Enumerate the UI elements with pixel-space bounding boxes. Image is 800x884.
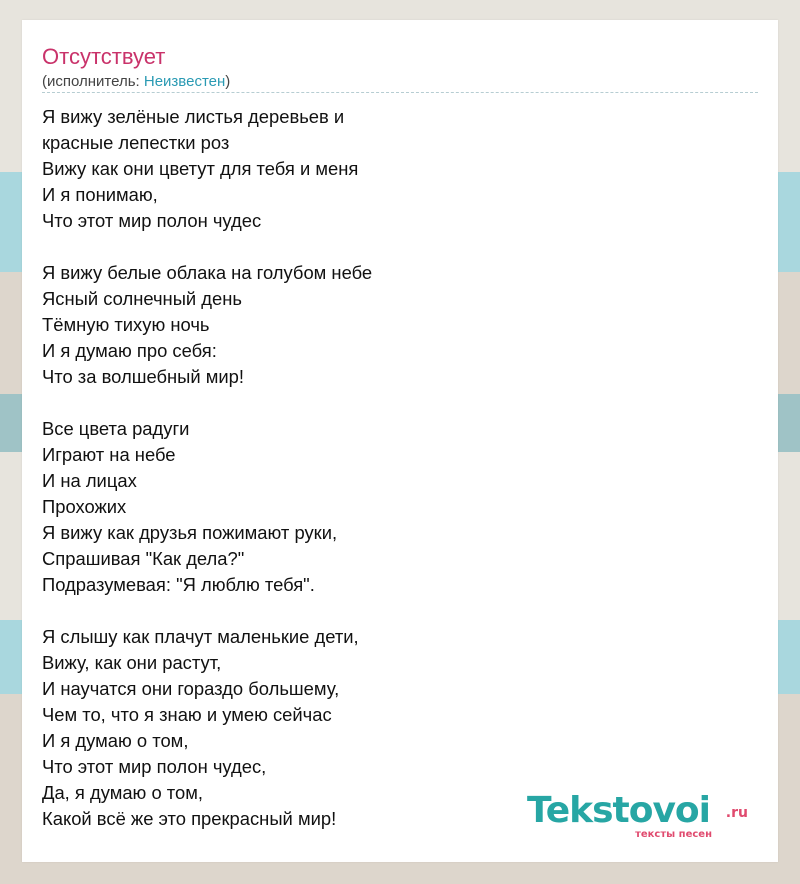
logo-tagline: тексты песен	[635, 829, 712, 840]
lyric-line: Что за волшебный мир!	[42, 366, 245, 387]
lyric-line: И на лицах	[42, 470, 137, 491]
lyric-line: Какой всё же это прекрасный мир!	[42, 808, 337, 829]
logo-wordmark: Tekstovoi	[526, 790, 710, 831]
lyrics-card	[22, 20, 778, 862]
lyric-line: Прохожих	[42, 496, 127, 517]
lyric-line: красные лепестки роз	[42, 132, 230, 153]
artist-prefix: (исполнитель:	[42, 73, 144, 90]
lyric-line: Играют на небе	[42, 444, 176, 465]
lyric-line: И я думаю про себя:	[42, 340, 217, 361]
lyric-line: И я думаю о том,	[42, 730, 189, 751]
lyric-line: И научатся они гораздо большему,	[42, 678, 340, 699]
lyric-line: Я слышу как плачут маленькие дети,	[42, 626, 359, 647]
lyric-line: Я вижу зелёные листья деревьев и	[42, 106, 345, 127]
lyric-line: Все цвета радуги	[42, 418, 190, 439]
lyric-line: Ясный солнечный день	[42, 288, 242, 309]
stanza-gap	[42, 234, 742, 260]
lyric-line: Вижу, как они растут,	[42, 652, 222, 673]
lyric-line: Да, я думаю о том,	[42, 782, 203, 803]
lyric-line: Чем то, что я знаю и умею сейчас	[42, 704, 332, 725]
stanza-gap	[42, 390, 742, 416]
stanza-gap	[42, 598, 742, 624]
song-title: Отсутствует	[42, 44, 166, 69]
lyric-line: Тёмную тихую ночь	[42, 314, 210, 335]
lyric-line: Что этот мир полон чудес,	[42, 756, 267, 777]
logo-domain: .ru	[725, 805, 748, 821]
site-logo[interactable]	[526, 790, 748, 840]
lyric-line: Я вижу белые облака на голубом небе	[42, 262, 373, 283]
lyrics-text	[42, 104, 742, 832]
title-divider	[42, 92, 758, 93]
lyric-line: Что этот мир полон чудес	[42, 210, 262, 231]
lyric-line: Я вижу как друзья пожимают руки,	[42, 522, 338, 543]
artist-link[interactable]: Неизвестен	[143, 73, 226, 90]
artist-line	[42, 73, 230, 91]
lyric-line: И я понимаю,	[42, 184, 158, 205]
lyric-line: Спрашивая "Как дела?"	[42, 548, 245, 569]
artist-suffix: )	[225, 73, 231, 90]
lyric-line: Вижу как они цветут для тебя и меня	[42, 158, 359, 179]
lyric-line: Подразумевая: "Я люблю тебя".	[42, 574, 315, 595]
